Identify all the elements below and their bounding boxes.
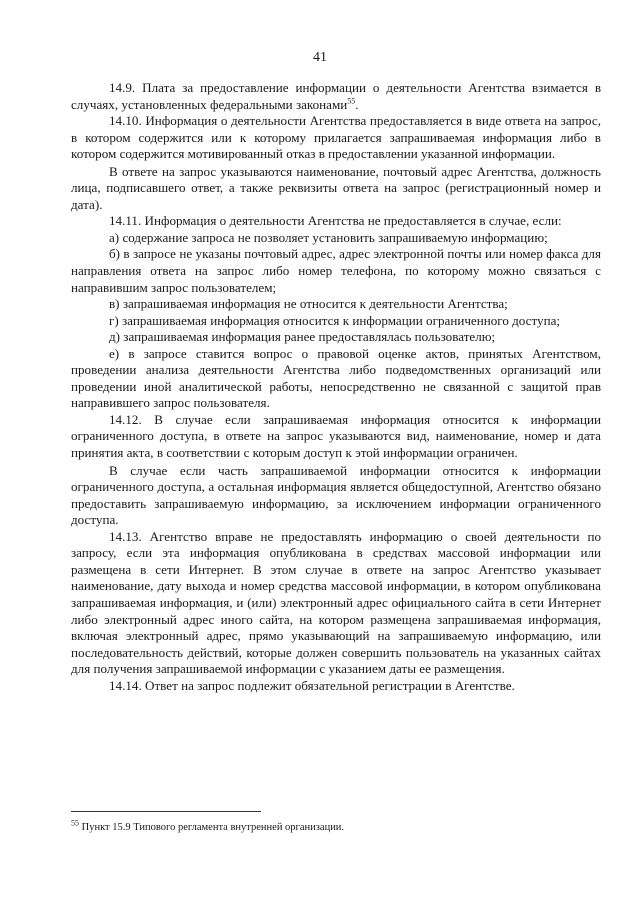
paragraph-14-10: 14.10. Информация о деятельности Агентства предоставляется в виде ответа на запрос, в котором содержится или к которому прилагается запрашиваемая информация либо в котором содержится мотивированный отказ в предоставлении указанной информации.: [71, 113, 601, 162]
paragraph-14-13: 14.13. Агентство вправе не предоставлять информацию о своей деятельности по запросу, если эта информация опубликована в средствах массовой информации или размещена в сети Интернет. В этом случае в ответе на запрос Агентство указывает наименование, дату выхода и номер средства массовой информации, в котором опубликована запрашиваемая информация, и (или) электронный адрес официального сайта в сети Интернет либо электронный адрес иного сайта, на котором размещена запрашиваемая информация, включая электронный адрес, прямо указывающий на запрашиваемую информацию, или последовательность действий, которые должен совершить пользователь на указанных сайтах для получения запрашиваемой информации с указанием даты ее размещения.: [71, 528, 601, 677]
paragraph-14-9: 14.9. Плата за предоставление информации о деятельности Агентства взимается в случаях, установленных федеральными законами$^{55}$.: [71, 80, 601, 112]
footnote-divider: [71, 811, 261, 812]
body-text: [71, 80, 601, 694]
paragraph: В ответе на запрос указываются наименование, почтовый адрес Агентства, должность лица, подписавшего ответ, а также реквизиты ответа на запрос (регистрационный номер и дата).: [71, 163, 601, 212]
list-item: г) запрашиваемая информация относится к информации ограниченного доступа;: [109, 312, 561, 328]
footnote-reference: 55: [347, 96, 356, 106]
list-item: е) в запросе ставится вопрос о правовой оценке актов, принятых Агентством, проведении анализа деятельности Агентства либо подведомственных организаций или проведении иной аналитической работы, непосредственно не связанной с защитой прав направившего запрос пользователя.: [71, 345, 601, 411]
page-number: 41: [313, 50, 327, 65]
paragraph: В случае если часть запрашиваемой информации относится к информации ограниченного доступа, а остальная информация является общедоступной, Агентство обязано предоставить запрашиваемую информацию, за исключением информации ограниченного доступа.: [71, 462, 601, 528]
list-item: а) содержание запроса не позволяет установить запрашиваемую информацию;: [109, 229, 548, 245]
paragraph-14-14: 14.14. Ответ на запрос подлежит обязательной регистрации в Агентстве.: [109, 677, 515, 693]
footnote-marker: 55: [71, 818, 79, 828]
footnote-text: Пункт 15.9 Типового регламента внутренней организации.: [79, 822, 345, 833]
list-item: в) запрашиваемая информация не относится к деятельности Агентства;: [109, 296, 508, 312]
paragraph-14-11: 14.11. Информация о деятельности Агентства не предоставляется в случае, если:: [109, 213, 562, 229]
paragraph-14-12: 14.12. В случае если запрашиваемая информация относится к информации ограниченного доступа, в ответе на запрос указываются вид, наименование, номер и дата принятия акта, в соответствии с которым доступ к этой информации ограничен.: [71, 411, 601, 461]
list-item: д) запрашиваемая информация ранее предоставлялась пользователю;: [109, 329, 496, 345]
list-item: б) в запросе не указаны почтовый адрес, адрес электронной почты или номер факса для направления ответа на запрос либо номер телефона, по которому можно связаться с направившим запрос пользователем;: [71, 246, 601, 295]
footnote: [71, 818, 601, 834]
